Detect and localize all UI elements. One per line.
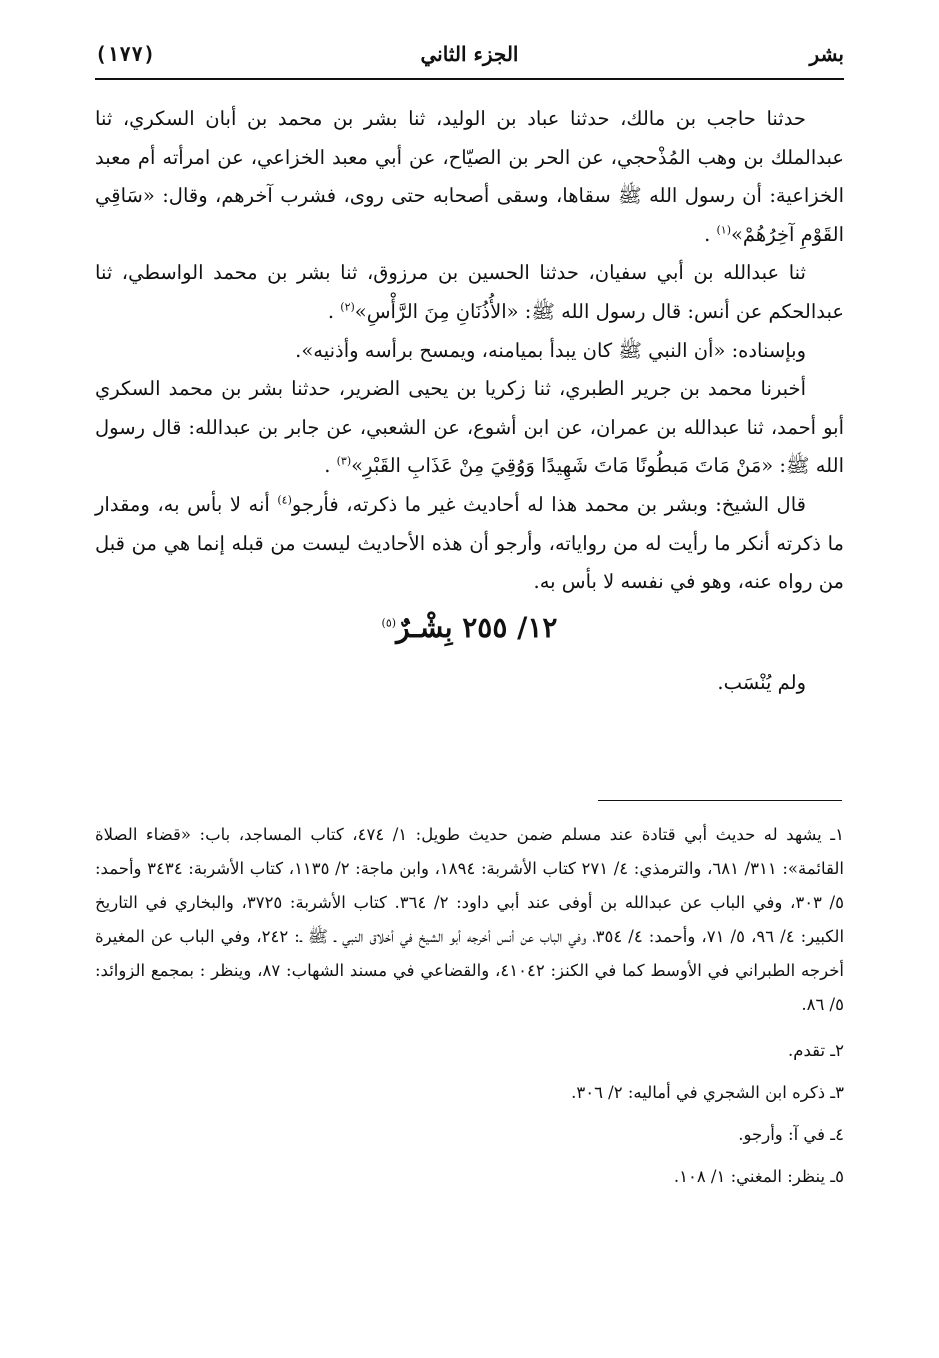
header-page-number: (١٧٧)	[95, 42, 156, 66]
footnote-ref-5: (٥)	[381, 616, 397, 630]
footnote-4: ٤ـ في آ: وأرجو.	[738, 1125, 844, 1144]
entry-heading	[95, 606, 844, 650]
footnote-2: ٢ـ تقدم.	[787, 1041, 844, 1060]
paragraph-5: قال الشيخ: وبشر بن محمد هذا له أحاديث غير ما ذكرته، فأرجو$^{(٤)}$ أنه لا بأس به، ومقدار ما ذكرته أنكر ما رأيت له من رواياته، وأرجو أن هذه الأحاديث ليست من قبله إنما هي من قبل من رواه عنه، وهو في نفسه لا بأس به.	[95, 492, 844, 594]
entry-name: بِشْـرٌ	[396, 610, 453, 644]
main-text	[95, 100, 844, 702]
footnote-1: ١ـ يشهد له حديث أبي قتادة عند مسلم ضمن حديث طويل: ١/ ٤٧٤، كتاب المساجد، باب: «قضاء الصلاة القائمة»: ٣١١/ ٦٨١، والترمذي: ٤/ ٢٧١ كتاب الأشربة: ١٨٩٤، وابن ماجة: ٢/ ١١٣٥، كتاب الأشربة: ٣٤٣٤ وأحمد: ٥/ ٣٠٣، وفي الباب عن عبدالله بن أوفى عند أبي داود: ٢/ ٣٦٤. كتاب الأشربة: ٣٧٢٥، والبخاري في التاريخ الكبير: ٤/ ٩٦، ٥/ ٧١، وأحمد: ٤/ ٣٥٤، وفي الباب عن أنس أخرجه أبو الشيخ في أخلاق النبي ـ ﷺ ـ: ٢٤٢، وفي الباب عن المغيرة أخرجه الطبراني في الأوسط كما في الكنز: ٤١٠٤٢، والقضاعي في مسند الشهاب: ٨٧، وينظر : بمجمع الزوائد: ٥/ ٨٦.	[95, 825, 845, 1014]
paragraph-3: وبإسناده: «أن النبي ﷺ كان يبدأ بميامنه، ويمسح برأسه وأذنيه».	[295, 338, 806, 362]
paragraph-4: أخبرنا محمد بن جرير الطبري، ثنا زكريا بن يحيى الضرير، حدثنا بشر بن محمد السكري أبو أحمد، ثنا عبدالله بن عمران، عن ابن أشوع، عن الشعبي، عن جابر بن عبدالله: قال رسول الله ﷺ: «مَنْ مَاتَ مَبطُونًا مَاتَ شَهِيدًا وَوُقِيَ مِنْ عَذَابِ القَبْرِ»$^{(٣)}$ .	[95, 377, 844, 478]
header-entry-name: بشر	[809, 42, 844, 66]
footnote-divider	[598, 800, 842, 801]
paragraph-1: حدثنا حاجب بن مالك، حدثنا عباد بن الوليد، ثنا بشر بن محمد بن أبان السكري، ثنا عبدالملك بن وهب المُذْحجي، عن الحر بن الصيّاح، عن أبي معبد الخزاعي، عن امرأته أم معبد الخزاعية: أن رسول الله ﷺ سقاها، وسقى أصحابه حتى روى، فشرب آخرهم، وقال: «سَاقِي القَوْمِ آخِرُهُمْ»$^{(١)}$ .	[95, 107, 844, 246]
footnote-ref-1: (١)	[716, 223, 731, 237]
footnote-ref-4: (٤)	[277, 493, 292, 507]
entry-note: ولم يُنْسَب.	[717, 670, 806, 694]
page-header	[95, 38, 844, 80]
paragraph-2: ثنا عبدالله بن أبي سفيان، حدثنا الحسين بن مرزوق، ثنا بشر بن محمد الواسطي، ثنا عبدالحكم عن أنس: قال رسول الله ﷺ: «الأُذُنَانِ مِنَ الرَّأْسِ»$^{(٢)}$ .	[95, 261, 844, 323]
footnote-ref-3: (٣)	[336, 454, 352, 468]
entry-number: ١٢/ ٢٥٥	[462, 610, 558, 644]
footnotes	[95, 818, 844, 1194]
footnote-5: ٥ـ ينظر: المغني: ١/ ١٠٨.	[673, 1167, 844, 1186]
footnote-ref-2: (٢)	[340, 300, 355, 314]
header-volume-title: الجزء الثاني	[420, 42, 519, 66]
footnote-3: ٣ـ ذكره ابن الشجري في أماليه: ٢/ ٣٠٦.	[571, 1083, 844, 1102]
